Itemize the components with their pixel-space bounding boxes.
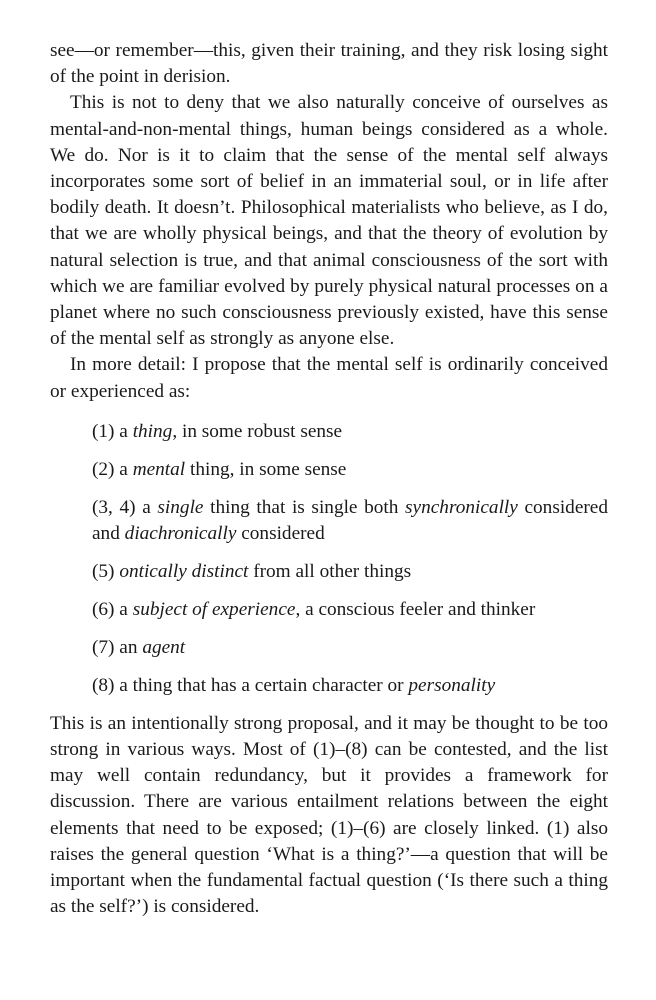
page-body [50,38,608,920]
list-item: (6) a subject of experience, a conscious feeler and thinker [92,598,536,620]
list-item: (3, 4) a single thing that is single both synchronically considered and diachronically considered [92,496,608,544]
list-item: (8) a thing that has a certain character or personality [92,674,496,696]
list-item: (5) ontically distinct from all other things [92,560,412,582]
paragraph-continuation: see—or remember—this, given their training, and they risk losing sight of the point in derision. [50,40,608,88]
list-item: (7) an agent [92,636,186,658]
self-properties-list [50,419,608,699]
paragraph-discussion: This is an intentionally strong proposal, and it may be thought to be too strong in various ways. Most of (1)–(8) can be contested, and the list may well contain redundancy, but it provides a framework for discussion. There are various entailment relations between the eight elements that need to be exposed; (1)–(6) are closely linked. (1) also raises the general question ‘What is a thing?’—a question that will be important when the fundamental factual question (‘Is there such a thing as the self?’) is considered. [50,712,608,918]
list-item: (1) a thing, in some robust sense [92,420,343,442]
paragraph-materialism: This is not to deny that we also naturally conceive of ourselves as mental-and-non-mental things, human beings considered as a whole. We do. Nor is it to claim that the sense of the mental self always incorporates some sort of belief in an immaterial soul, or in life after bodily death. It doesn’t. Philosophical materialists who believe, as I do, that we are wholly physical beings, and that the theory of evolution by natural selection is true, and that animal consciousness of the sort with which we are familiar evolved by purely physical natural processes on a planet where no such consciousness previously existed, have this sense of the mental self as strongly as anyone else. [50,92,608,350]
paragraph-proposal: In more detail: I propose that the mental self is ordinarily conceived or experienced as: [50,354,608,402]
list-item: (2) a mental thing, in some sense [92,458,347,480]
